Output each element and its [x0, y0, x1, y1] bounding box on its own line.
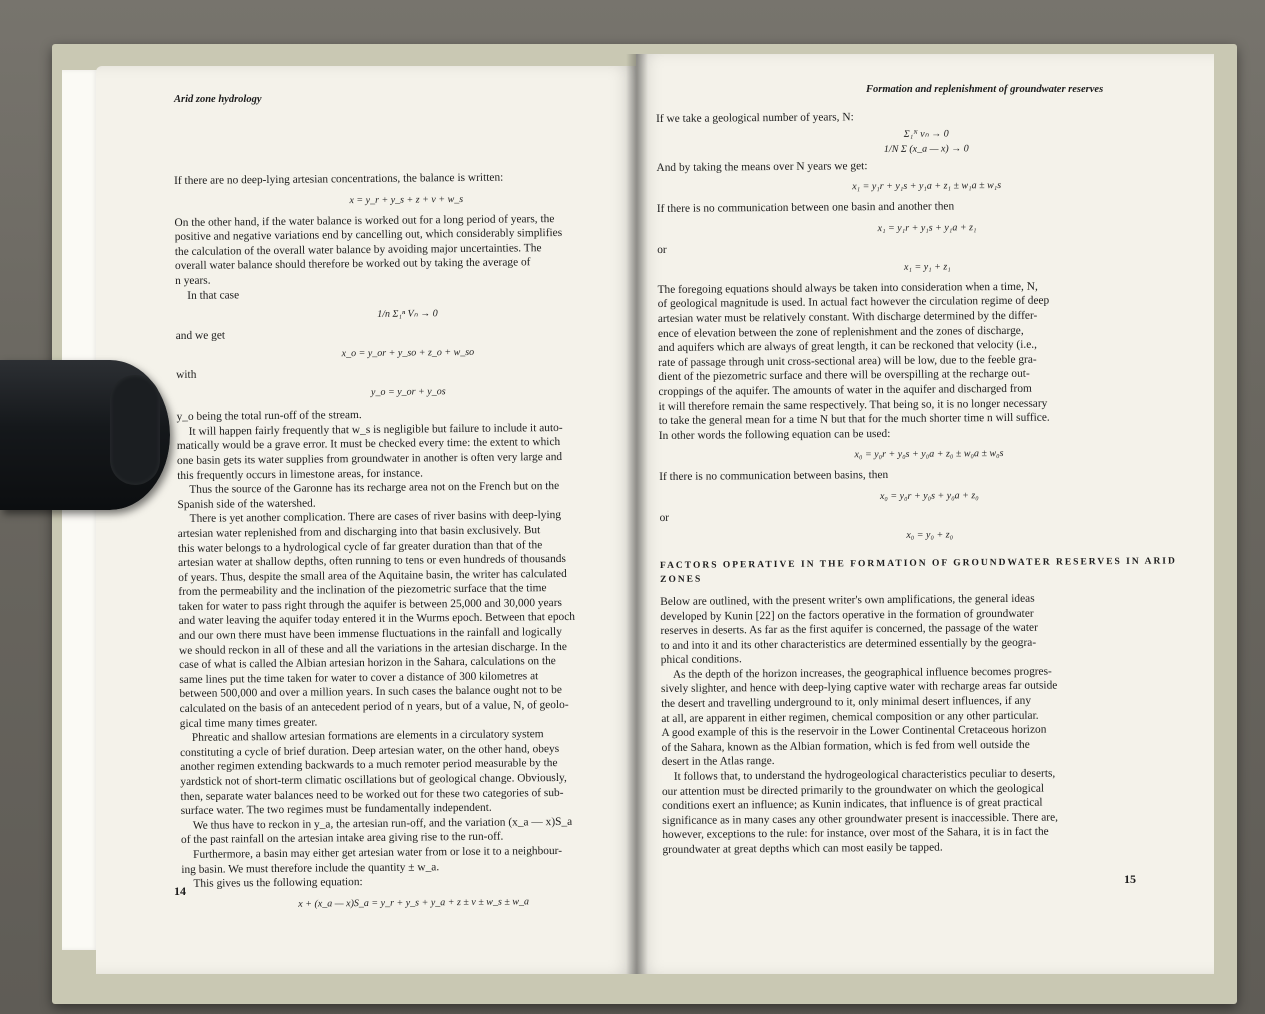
text-line: We thus have to reckon in y_a, the artesian run-off, and the variation (x_a — x)S_a — [192, 815, 573, 832]
text-line: n years. — [175, 274, 211, 287]
page-edges — [62, 70, 98, 950]
text-line: ing basin. We must therefore include the quantity ± w_a. — [181, 860, 440, 876]
text-line: artesian water must be relatively constant. With discharge determined by the differ- — [657, 309, 1038, 325]
text-line: of years. Thus, despite the small area of the Aquitaine basin, the writer has calculated — [178, 567, 567, 584]
right-page — [636, 54, 1214, 974]
text-line: and aquifers which are always of great length, it can be reckoned that velocity (i.e., — [658, 338, 1038, 355]
text-line: of the past rainfall on the artesian intake area giving rise to the run-off. — [180, 830, 504, 847]
text-line: Below are outlined, with the present writer's own amplifications, the general ideas — [660, 592, 1035, 608]
text-line: croppings of the aquifer. The amounts of water in the aquifer and discharged from — [658, 382, 1032, 398]
text-line: In other words the following equation can be used: — [658, 427, 891, 442]
text-line: yardstick not of short-term climatic oscillations but of geological change. Obviously, — [180, 771, 567, 788]
text-line: gical time many times greater. — [179, 716, 318, 730]
text-line: developed by Kunin [22] on the factors operative in the formation of groundwater — [660, 607, 1034, 623]
text-line: If there is no communication between basins, then — [659, 469, 889, 484]
equation: x + (x_a — x)S_a = y_r + y_s + y_a + z ± v ± w_s ± w_a — [298, 896, 530, 910]
right-page-body — [656, 107, 1202, 857]
text-line: or — [657, 243, 667, 256]
text-line: significance as in many cases any other groundwater present is inaccessible. There are, — [662, 811, 1059, 827]
text-line: conditions exert an influence; as Kunin indicates, that influence is of great practical — [662, 796, 1043, 813]
text-line: Thus the source of the Garonne has its recharge area not on the French but on the — [189, 480, 560, 496]
equation: x₁ = y₁r + y₁s + y₁a + z₁ — [877, 221, 977, 234]
text-line: and our own there must have been immense fluctuations in the rainfall and logically — [178, 626, 562, 643]
text-line: overall water balance should therefore be worked out by taking the average of — [174, 256, 531, 273]
text-line: calculated on the basis of an antecedent period of n years, but of a value, N, of geolo- — [179, 698, 569, 716]
text-line: y_o being the total run-off of the stream. — [176, 409, 362, 424]
text-line: artesian water at shallow depths, often running to tens or even hundreds of thousands — [178, 553, 566, 570]
text-line: the desert and travelling underground to it, only minimal desert influences, if any — [661, 694, 1032, 711]
text-line: A good example of this is the reservoir in the Lower Continental Cretaceous horizon — [661, 723, 1047, 740]
text-line: from the permeability and the inclination of the piezometric surface that the time — [178, 582, 547, 599]
text-line: It follows that, to understand the hydrogeological characteristics peculiar to deserts, — [673, 767, 1056, 783]
left-page-body — [174, 169, 636, 919]
text-line: rate of passage through unit cross-sectional area) will be low, due to the feeble gra- — [658, 353, 1037, 369]
text-line: There is yet another complication. There are cases of river basins with deep-lying — [189, 509, 562, 526]
text-line: taken for water to pass right through the aquifer is between 25,000 and 30,000 years — [178, 596, 562, 613]
text-line: and we get — [175, 329, 226, 343]
equation: x₁ = y₁ + z₁ — [903, 261, 951, 273]
text-line: of geological magnitude is used. In actual fact however the circulation regime of deep — [657, 294, 1050, 311]
text-line: our attention must be directed primarily to the groundwater on which the geological — [661, 782, 1045, 798]
text-line: same lines put the time taken for water to cover a distance of 300 kilometres at — [179, 670, 539, 686]
text-line: with — [176, 368, 197, 382]
text-line: groundwater at great depths which can most easily be tapped. — [662, 841, 943, 856]
text-line: phical conditions. — [660, 653, 742, 667]
text-line: it will therefore remain the same respectively. That being so, it is no longer necessary — [658, 397, 1048, 413]
page-number-right: 15 — [1124, 872, 1136, 886]
text-line: to take the general mean for a time N but that for the much shorter time n will suffice. — [658, 411, 1050, 428]
text-line: one basin gets its water supplies from groundwater in another is often very large and — [176, 450, 563, 467]
page-number-left: 14 — [174, 884, 186, 898]
text-line: or — [659, 511, 670, 524]
text-line: surface water. The two regimes must be fundamentally independent. — [180, 801, 492, 818]
text-line: Furthermore, a basin may either get artesian water from or lose it to a neighbour- — [193, 844, 563, 861]
text-line: Phreatic and shallow artesian formations are elements in a circulatory system — [191, 728, 544, 745]
equation: Σ₁ᴺ vₙ → 0 — [903, 128, 949, 140]
left-page — [96, 66, 636, 974]
equation: 1/n Σ₁ⁿ Vₙ → 0 — [377, 308, 438, 321]
text-line: at all, are apparent in either regimen, chemical composition or any other particular. — [661, 709, 1039, 725]
equation: x₀ = y₀r + y₀s + y₀a + z₀ ± w₀a ± w₀s — [854, 448, 1004, 461]
equation: x₀ = y₀r + y₀s + y₀a + z₀ — [879, 490, 979, 502]
text-line: It will happen fairly frequently that w_s is negligible but failure to include it auto- — [188, 421, 563, 438]
text-line: On the other hand, if the water balance is worked out for a long period of years, the — [174, 212, 555, 229]
text-line: If there are no deep-lying artesian concentrations, the balance is written: — [174, 171, 504, 187]
text-line: and water leaving the aquifer today entered it in the Wurms epoch. Between that epoch — [178, 611, 576, 628]
text-line: then, separate water balances need to be worked out for these two categories of sub- — [180, 786, 564, 803]
text-line: Spanish side of the watershed. — [177, 497, 316, 511]
text-line: positive and negative variations end by cancelling out, which considerably simplifies — [174, 227, 563, 244]
text-line: desert in the Atlas range. — [661, 755, 775, 769]
text-line: between 500,000 and over a million years. In such cases the balance ought not to be — [179, 684, 562, 701]
equation: x₀ = y₀ + z₀ — [906, 529, 954, 541]
text-line: dient of the piezometric surface and there will be overspilling at the recharge out- — [658, 368, 1030, 384]
text-line: ence of elevation between the zone of replenishment and the zones of discharge, — [657, 324, 1024, 340]
text-line: case of what is called the Albian artesian horizon in the Sahara, calculations on the — [179, 655, 556, 672]
equation: x_o = y_or + y_so + z_o + w_so — [341, 347, 475, 360]
text-line: another regimen extending backwards to a much remoter period measurable by the — [180, 757, 558, 774]
text-line: artesian water replenished from and discharging into that basin exclusively. But — [177, 524, 541, 540]
text-line: If there is no communication between one basin and another then — [656, 200, 955, 216]
running-header-right: Formation and replenishment of groundwater reserves — [866, 84, 1104, 95]
text-line: matically would be a grave error. It must be checked every time: the extent to which — [176, 436, 561, 453]
text-line: to and into it and its other characteristics are determined essentially by the geogra- — [660, 636, 1037, 652]
section-heading: FACTORS OPERATIVE IN THE FORMATION OF GROUNDWATER RESERVES IN ARID ZONES — [659, 556, 1177, 585]
book-gutter — [626, 54, 648, 974]
text-line: constituting a cycle of brief duration. Deep artesian water, on the other hand, obeys — [179, 742, 560, 759]
text-line: And by taking the means over N years we get: — [656, 159, 868, 174]
text-line: The foregoing equations should always be taken into consideration when a time, N, — [657, 280, 1038, 296]
equation: x₁ = y₁r + y₁s + y₁a + z₁ ± w₁a ± w₁s — [852, 180, 1002, 193]
text-line: sively slighter, and hence with deep-lying captive water with recharge areas far outside — [660, 679, 1058, 696]
text-line: we should reckon in all of these and all the variations in the artesian discharge. In the — [178, 640, 567, 657]
clip-recess — [110, 375, 160, 485]
equation: x = y_r + y_s + z + v + w_s — [349, 193, 464, 206]
text-line: reserves in deserts. As far as the first aquifer is concerned, the passage of the water — [660, 621, 1038, 638]
text-line: however, exceptions to the rule: for instance, over most of the Sahara, it is in fact the — [662, 826, 1049, 842]
text-line: the calculation of the overall water balance by avoiding major uncertainties. The — [174, 241, 542, 258]
text-line: this water belongs to a hydrological cycle of far greater duration than that of the — [177, 538, 543, 555]
text-line: If we take a geological number of years, N: — [656, 111, 854, 125]
running-header-left: Arid zone hydrology — [174, 94, 262, 105]
text-line: this frequently occurs in limestone areas, for instance. — [177, 466, 423, 482]
equation: 1/N Σ (x_a — x) → 0 — [883, 142, 969, 155]
text-line: of the Sahara, known as the Albian formation, which is fed from well outside the — [661, 738, 1030, 754]
equation: y_o = y_or + y_os — [370, 386, 446, 399]
text-line: As the depth of the horizon increases, the geographical influence becomes progres- — [672, 665, 1052, 681]
text-line: In that case — [187, 288, 240, 302]
text-line: This gives us the following equation: — [193, 876, 363, 890]
